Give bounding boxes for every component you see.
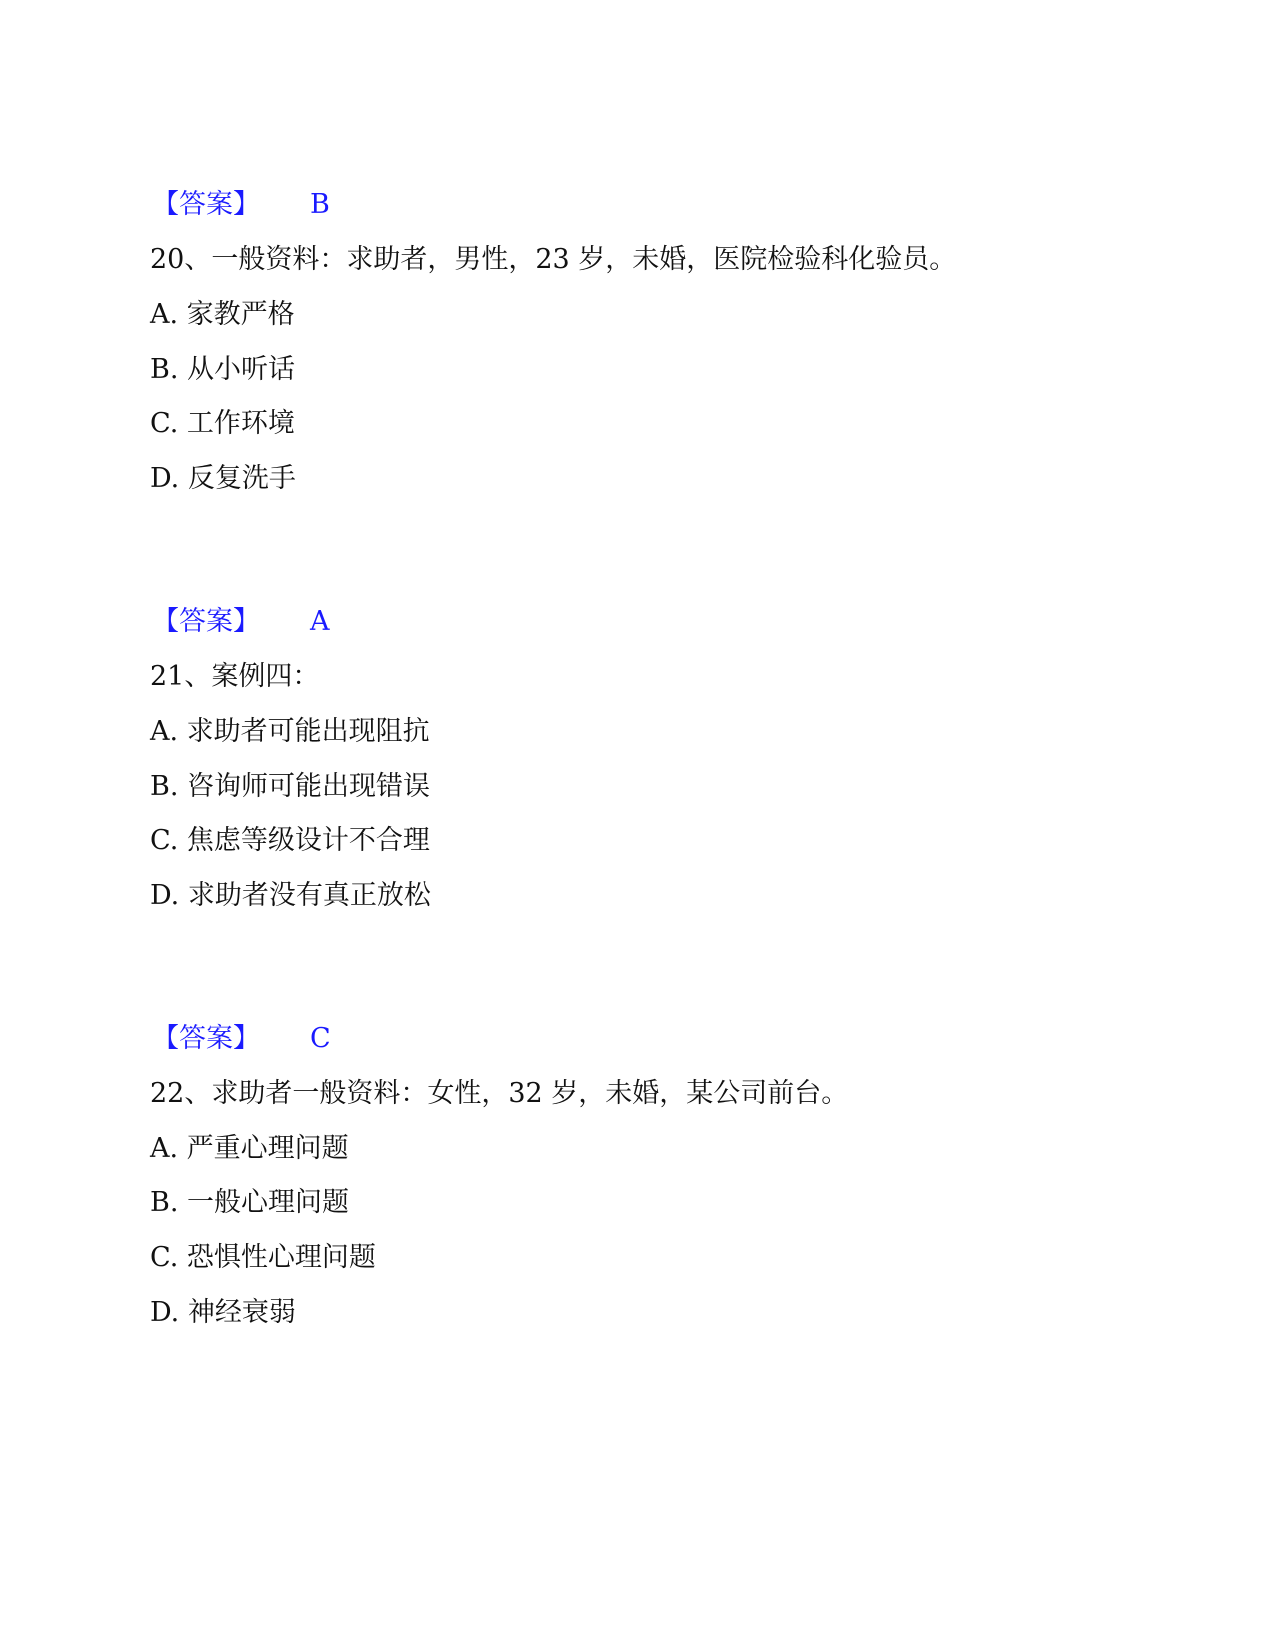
option-c: C. 焦虑等级设计不合理 xyxy=(150,825,430,856)
option-b: B. 从小听话 xyxy=(150,354,296,385)
answer-value: B xyxy=(310,189,330,220)
question-text: 20、一般资料：求助者，男性，23 岁，未婚，医院检验科化验员。 xyxy=(150,244,957,275)
answer-label: 【答案】 xyxy=(152,1023,260,1054)
question-text: 21、案例四： xyxy=(150,661,320,692)
option-d: D. 神经衰弱 xyxy=(150,1297,296,1328)
option-d: D. 求助者没有真正放松 xyxy=(150,880,431,911)
option-c: C. 恐惧性心理问题 xyxy=(150,1242,376,1273)
answer-line xyxy=(152,1022,331,1056)
question-text: 22、求助者一般资料：女性，32 岁，未婚，某公司前台。 xyxy=(150,1078,849,1109)
option-a: A. 求助者可能出现阻抗 xyxy=(150,716,430,747)
answer-label: 【答案】 xyxy=(152,606,260,637)
option-c: C. 工作环境 xyxy=(150,408,295,439)
answer-value: C xyxy=(310,1023,331,1054)
option-b: B. 咨询师可能出现错误 xyxy=(150,771,431,802)
option-b: B. 一般心理问题 xyxy=(150,1187,350,1218)
answer-line xyxy=(152,188,330,222)
option-a: A. 家教严格 xyxy=(150,299,295,330)
option-d: D. 反复洗手 xyxy=(150,463,296,494)
answer-label: 【答案】 xyxy=(152,189,260,220)
answer-value: A xyxy=(310,606,330,637)
answer-line xyxy=(152,605,330,639)
option-a: A. 严重心理问题 xyxy=(150,1133,349,1164)
